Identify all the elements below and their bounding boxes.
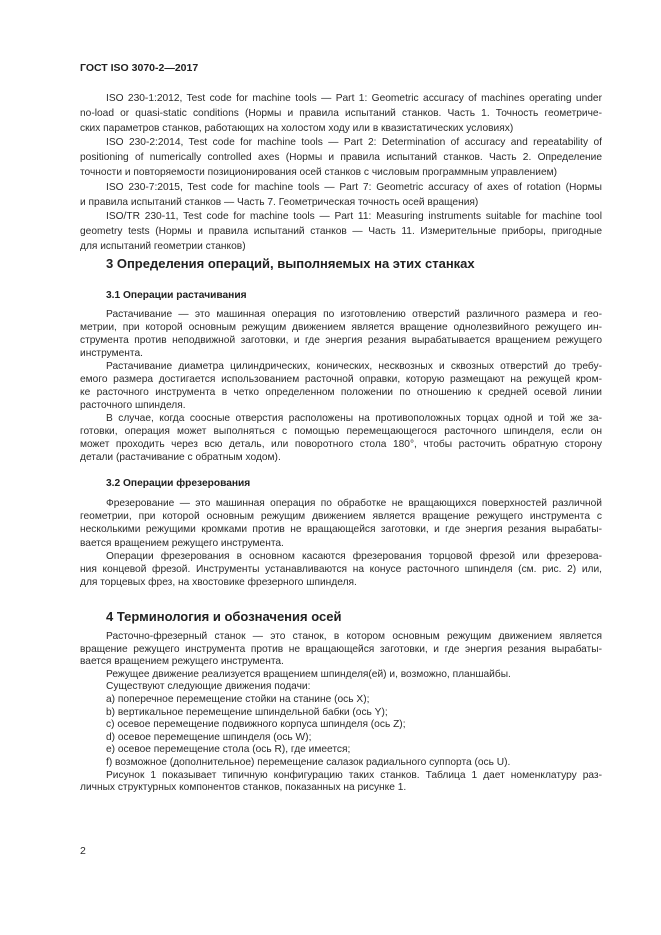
- section-4-heading: 4 Терминология и обозначения осей: [106, 609, 342, 624]
- text-line: ISO/TR 230-11, Test code for machine tools — Part 11: Measuring instruments suitable for machine tool: [106, 211, 602, 223]
- text-line: geometry tests (Нормы и правила испытаний станков — Часть 11. Измерительные приборы, пригодные: [80, 226, 602, 238]
- section-4-text: [80, 631, 602, 795]
- text-line: no-load or quasi-static conditions (Нормы и правила испытаний станков. Часть 1. Точность геометриче-: [80, 107, 602, 119]
- text-line: Рисунок 1 показывает типичную конфигурацию таких станков. Таблица 1 дает номенклатуру раз-: [106, 769, 602, 781]
- text-line: детали (растачивание с обратным ходом).: [80, 452, 281, 463]
- section-3-heading: 3 Определения операций, выполняемых на этих станках: [106, 256, 475, 271]
- running-header: ГОСТ ISO 3070-2—2017: [80, 62, 199, 74]
- text-line: В случае, когда соосные отверстия расположены на противоположных торцах одной и той же за-: [106, 413, 602, 424]
- text-line: инструмента.: [80, 348, 143, 359]
- text-line: струмента против неподвижной заготовки, и где энергия резания вырабатывается вращением режущего: [80, 335, 602, 346]
- text-line: вращение режущего инструмента против не вращающейся заготовки, и где энергия резания вырабаты-: [80, 643, 602, 655]
- page-number: 2: [80, 845, 86, 857]
- text-line: Фрезерование — это машинная операция по обработке не вращающихся поверхностей различной: [106, 498, 602, 509]
- text-line: ния концевой фрезой. Инструменты устанавливаются на конусе расточного шпинделя (см. рис. 2) или,: [80, 563, 602, 575]
- text-line: точности и повторяемости позиционирования осей станков с числовым программным управлением): [80, 166, 558, 178]
- section-3-2-text: [80, 497, 602, 589]
- text-line: ISO 230-7:2015, Test code for machine tools — Part 7: Geometric accuracy of axes of rotation (Нормы: [106, 181, 602, 193]
- text-line: и правила испытаний станков — Часть 7. Геометрическая точность осей вращения): [80, 196, 479, 208]
- text-line: Растачивание — это машинная операция по изготовлению отверстий различного размера и гео-: [106, 309, 602, 320]
- text-line: e) осевое перемещение стола (ось R), где имеется;: [106, 744, 351, 756]
- text-line: для испытаний геометрии станков): [80, 240, 246, 252]
- text-line: Растачивание диаметра цилиндрических, конических, несквозных и сквозных отверстий до требу-: [106, 361, 602, 372]
- text-line: несколькими режущими кромками против не вращающейся заготовки, и где энергия резания вырабаты-: [80, 524, 602, 536]
- text-line: может проходить через всю деталь, или поворотного стола 180°, чтобы расточить обратную сторону: [80, 439, 602, 450]
- normative-references: [80, 92, 602, 255]
- text-line: личных структурных компонентов станков, показанных на рисунке 1.: [80, 782, 407, 794]
- section-3-2-heading: 3.2 Операции фрезерования: [106, 478, 251, 489]
- section-3-1-text: [80, 308, 602, 464]
- text-line: емого размера достигается использованием расточной оправки, которую размещают на режущей кром-: [80, 374, 602, 385]
- text-line: f) возможное (дополнительное) перемещение салазок радиального суппорта (ось U).: [106, 756, 511, 768]
- text-line: c) осевое перемещение подвижного корпуса шпинделя (ось Z);: [106, 719, 406, 731]
- text-line: ке расточного инструмента в четко определенном положении по отношению к средней осевой линии: [80, 387, 602, 398]
- text-line: positioning of numerically controlled axes (Нормы и правила испытаний станков. Часть 2. Определение: [80, 152, 602, 164]
- text-line: вается вращением режущего инструмента.: [80, 656, 284, 668]
- text-line: Режущее движение реализуется вращением шпинделя(ей) и, возможно, планшайбы.: [106, 668, 511, 680]
- text-line: a) поперечное перемещение стойки на станине (ось X);: [106, 693, 370, 705]
- text-line: вается вращением режущего инструмента.: [80, 537, 284, 549]
- section-3-1-heading: 3.1 Операции растачивания: [106, 290, 247, 301]
- text-line: метрии, при которой основным режущим движением является вращение однолезвийного режущего ин-: [80, 322, 602, 333]
- text-line: геометрии, при которой основным режущим движением является вращение режущего инструмента с: [80, 511, 602, 523]
- text-line: b) вертикальное перемещение шпиндельной бабки (ось Y);: [106, 706, 388, 718]
- text-line: Расточно-фрезерный станок — это станок, в котором основным режущим движением является: [106, 631, 602, 642]
- text-line: расточного шпинделя.: [80, 400, 186, 411]
- text-line: ISO 230-1:2012, Test code for machine tools — Part 1: Geometric accuracy of machines operating under: [106, 93, 602, 104]
- text-line: для торцевых фрез, на хвостовике фрезерного шпинделя.: [80, 577, 357, 589]
- text-line: ISO 230-2:2014, Test code for machine tools — Part 2: Determination of accuracy and repeatability of: [106, 137, 602, 149]
- text-line: Существуют следующие движения подачи:: [106, 681, 311, 693]
- text-line: готовки, операция может выполняться с помощью перемещающегося расточного шпинделя, если он: [80, 426, 602, 437]
- text-line: ских параметров станков, работающих на холостом ходу или в квазистатических условиях): [80, 122, 514, 134]
- text-line: Операции фрезерования в основном касаются фрезерования торцовой фрезой или фрезерова-: [106, 550, 602, 562]
- text-line: d) осевое перемещение шпинделя (ось W);: [106, 731, 312, 743]
